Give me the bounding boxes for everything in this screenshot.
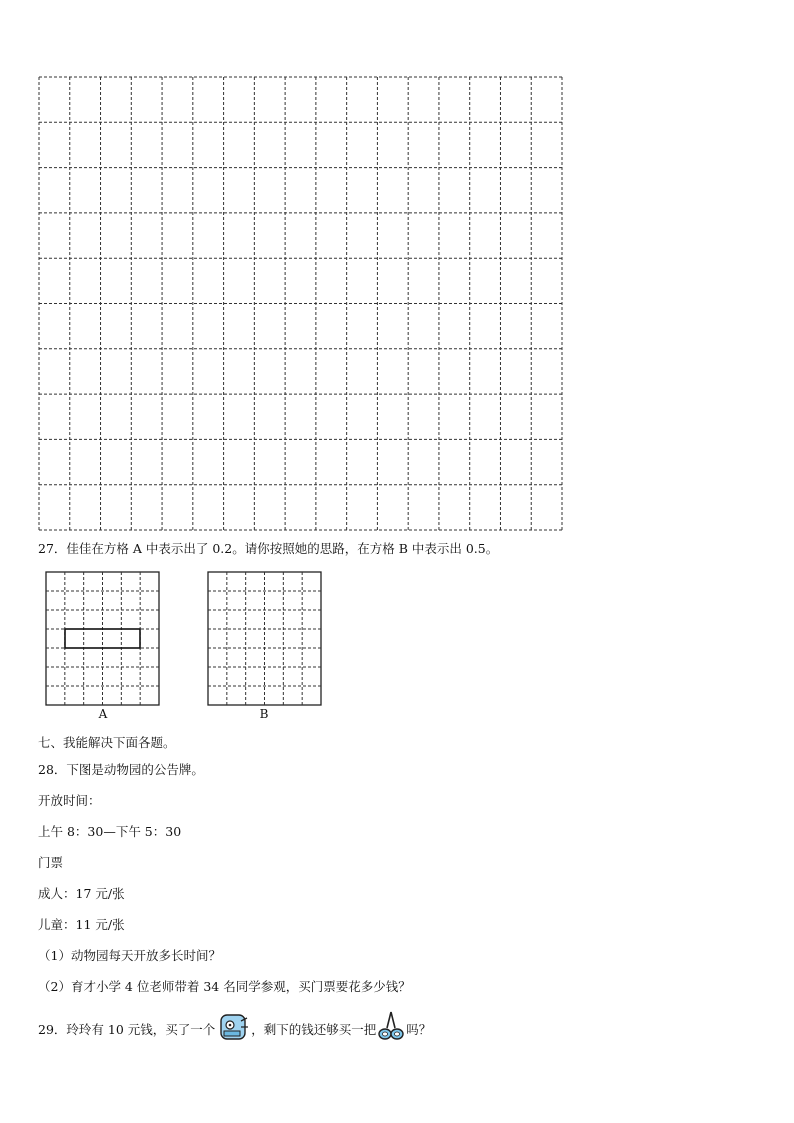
- q28-hours-label: 开放时间：: [38, 793, 101, 808]
- pencil-sharpener-icon: [215, 1011, 251, 1041]
- q28-intro: 28．下图是动物园的公告牌。: [38, 762, 204, 777]
- q29-line: [38, 1014, 431, 1046]
- answer-writing-grid: [0, 0, 794, 540]
- grid-a-label: A: [98, 707, 108, 721]
- q29-part2: ，剩下的钱还够买一把: [251, 1022, 377, 1037]
- grid-b[interactable]: [0, 0, 794, 40]
- q27-text: 27．佳佳在方格 A 中表示出了 0.2。请你按照她的思路，在方格 B 中表示出 0.5。: [38, 541, 499, 556]
- q28-hours-value: 上午 8：30—下午 5：30: [38, 824, 182, 839]
- q29-part1: 29．玲玲有 10 元钱，买了一个: [38, 1022, 216, 1037]
- q29-part3: 吗？: [406, 1022, 432, 1037]
- q28-sub1: （1）动物园每天开放多长时间？: [38, 948, 221, 963]
- grid-b-label: B: [259, 707, 269, 721]
- q28-adult-price: 成人：17 元/张: [38, 886, 125, 901]
- q28-sub2: （2）育才小学 4 位老师带着 34 名同学参观，买门票要花多少钱？: [38, 979, 411, 994]
- section-7-title: 七、我能解决下面各题。: [38, 735, 176, 750]
- q28-ticket-label: 门票: [38, 855, 64, 870]
- q28-child-price: 儿童：11 元/张: [38, 917, 125, 932]
- scissors-icon: [376, 1010, 406, 1042]
